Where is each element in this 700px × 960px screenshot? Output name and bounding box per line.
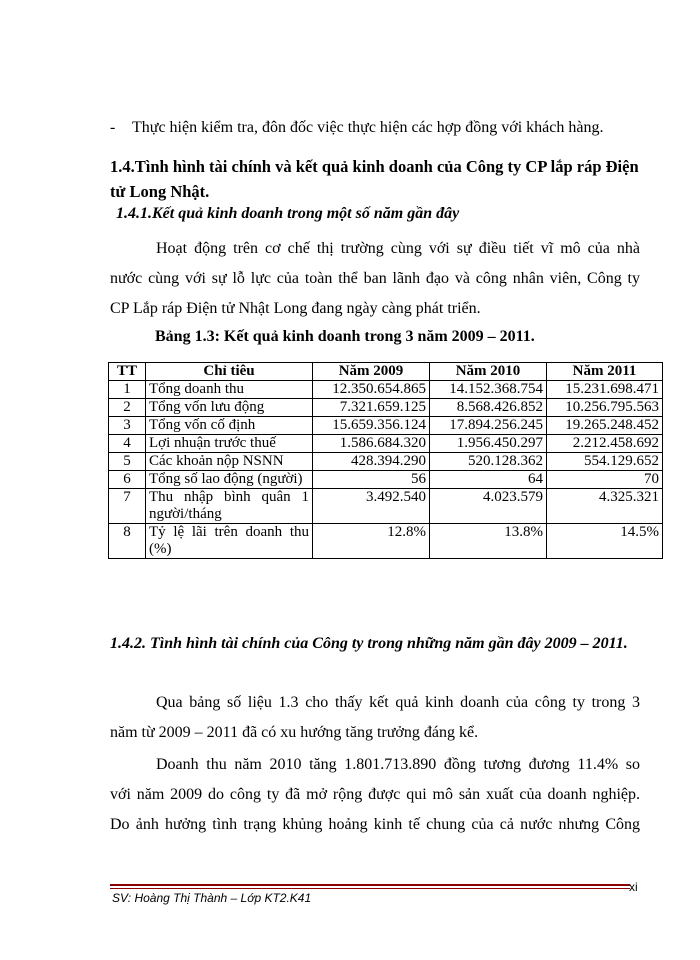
header-2011: Năm 2011 <box>547 363 663 381</box>
paragraph-analysis-line2: năm từ 2009 – 2011 đã có xu hướng tăng trưởng đáng kể. <box>110 724 479 741</box>
header-tt: TT <box>109 363 146 381</box>
table-row <box>109 471 663 489</box>
row-label: Các khoản nộp NSNN <box>146 453 313 471</box>
value-2009: 56 <box>313 471 430 489</box>
bullet-text: Thực hiện kiểm tra, đôn đốc việc thực hiện các hợp đồng với khách hàng. <box>132 119 604 136</box>
value-2011: 19.265.248.452 <box>547 417 663 435</box>
value-2010: 17.894.256.245 <box>430 417 547 435</box>
paragraph-intro-line1: Hoạt động trên cơ chế thị trường cùng với sự điều tiết vĩ mô của nhà <box>156 240 640 257</box>
value-2009: 1.586.684.320 <box>313 435 430 453</box>
row-label: Lợi nhuận trước thuế <box>146 435 313 453</box>
row-label: Tổng vốn cố định <box>146 417 313 435</box>
table-row <box>109 381 663 399</box>
row-number: 2 <box>109 399 146 417</box>
bullet-dash: - <box>110 119 116 136</box>
page-number: xi <box>629 880 638 894</box>
value-2011: 14.5% <box>547 524 663 559</box>
table-caption: Bảng 1.3: Kết quả kinh doanh trong 3 năm 2009 – 2011. <box>155 328 535 345</box>
value-2011: 554.129.652 <box>547 453 663 471</box>
row-number: 3 <box>109 417 146 435</box>
table-row <box>109 435 663 453</box>
footer-rule-thick <box>110 884 630 886</box>
value-2011: 70 <box>547 471 663 489</box>
paragraph-intro-line3: CP Lắp ráp Điện tử Nhật Long đang ngày càng phát triển. <box>110 300 481 317</box>
row-label: Tỷ lệ lãi trên doanh thu (%) <box>146 524 313 559</box>
value-2011: 2.212.458.692 <box>547 435 663 453</box>
paragraph-revenue-line3: Do ảnh hưởng tình trạng khủng hoảng kinh tế chung của cả nước nhưng Công <box>110 816 640 833</box>
row-number: 5 <box>109 453 146 471</box>
row-label: Thu nhập bình quân 1 người/tháng <box>146 489 313 524</box>
value-2009: 12.350.654.865 <box>313 381 430 399</box>
value-2010: 13.8% <box>430 524 547 559</box>
value-2010: 4.023.579 <box>430 489 547 524</box>
row-label: Tổng doanh thu <box>146 381 313 399</box>
value-2010: 14.152.368.754 <box>430 381 547 399</box>
value-2011: 10.256.795.563 <box>547 399 663 417</box>
row-number: 6 <box>109 471 146 489</box>
value-2009: 15.659.356.124 <box>313 417 430 435</box>
value-2010: 1.956.450.297 <box>430 435 547 453</box>
paragraph-revenue-line1: Doanh thu năm 2010 tăng 1.801.713.890 đồng tương đương 11.4% so <box>156 756 640 773</box>
value-2009: 7.321.659.125 <box>313 399 430 417</box>
table-row <box>109 417 663 435</box>
paragraph-intro <box>110 234 640 324</box>
row-number: 1 <box>109 381 146 399</box>
paragraph-analysis-line1: Qua bảng số liệu 1.3 cho thấy kết quả kinh doanh của công ty trong 3 <box>156 694 640 711</box>
row-label: Tổng vốn lưu động <box>146 399 313 417</box>
value-2010: 64 <box>430 471 547 489</box>
row-number: 7 <box>109 489 146 524</box>
table-header-row <box>109 363 663 381</box>
value-2009: 3.492.540 <box>313 489 430 524</box>
header-2010: Năm 2010 <box>430 363 547 381</box>
value-2009: 12.8% <box>313 524 430 559</box>
row-number: 8 <box>109 524 146 559</box>
value-2010: 8.568.426.852 <box>430 399 547 417</box>
table-row <box>109 453 663 471</box>
row-label: Tổng số lao động (người) <box>146 471 313 489</box>
footer-rule-thin <box>110 888 630 889</box>
row-number: 4 <box>109 435 146 453</box>
paragraph-revenue <box>110 750 640 840</box>
table-row <box>109 524 663 559</box>
table-row <box>109 489 663 524</box>
header-2009: Năm 2009 <box>313 363 430 381</box>
value-2009: 428.394.290 <box>313 453 430 471</box>
section-heading-1-4-1: 1.4.1.Kết quả kinh doanh trong một số năm gần đây <box>116 205 460 222</box>
section-heading-1-4-2: 1.4.2. Tình hình tài chính của Công ty trong những năm gần đây 2009 – 2011. <box>110 635 628 652</box>
header-indicator: Chỉ tiêu <box>146 363 313 381</box>
section-heading-1-4: 1.4.Tình hình tài chính và kết quả kinh doanh của Công ty CP lắp ráp Điện tử Long Nhật. <box>110 157 639 201</box>
paragraph-intro-line2: nước cùng với sự lỗ lực của toàn thể ban lãnh đạo và công nhân viên, Công ty <box>110 270 640 287</box>
footer-author: SV: Hoàng Thị Thành – Lớp KT2.K41 <box>112 891 312 905</box>
value-2011: 15.231.698.471 <box>547 381 663 399</box>
value-2010: 520.128.362 <box>430 453 547 471</box>
bullet-item <box>110 113 603 143</box>
table-row <box>109 399 663 417</box>
paragraph-analysis <box>110 688 640 748</box>
business-results-table <box>108 362 663 559</box>
paragraph-revenue-line2: với năm 2009 do công ty đã mở rộng được qui mô sản xuất của doanh nghiệp. <box>110 786 640 803</box>
value-2011: 4.325.321 <box>547 489 663 524</box>
